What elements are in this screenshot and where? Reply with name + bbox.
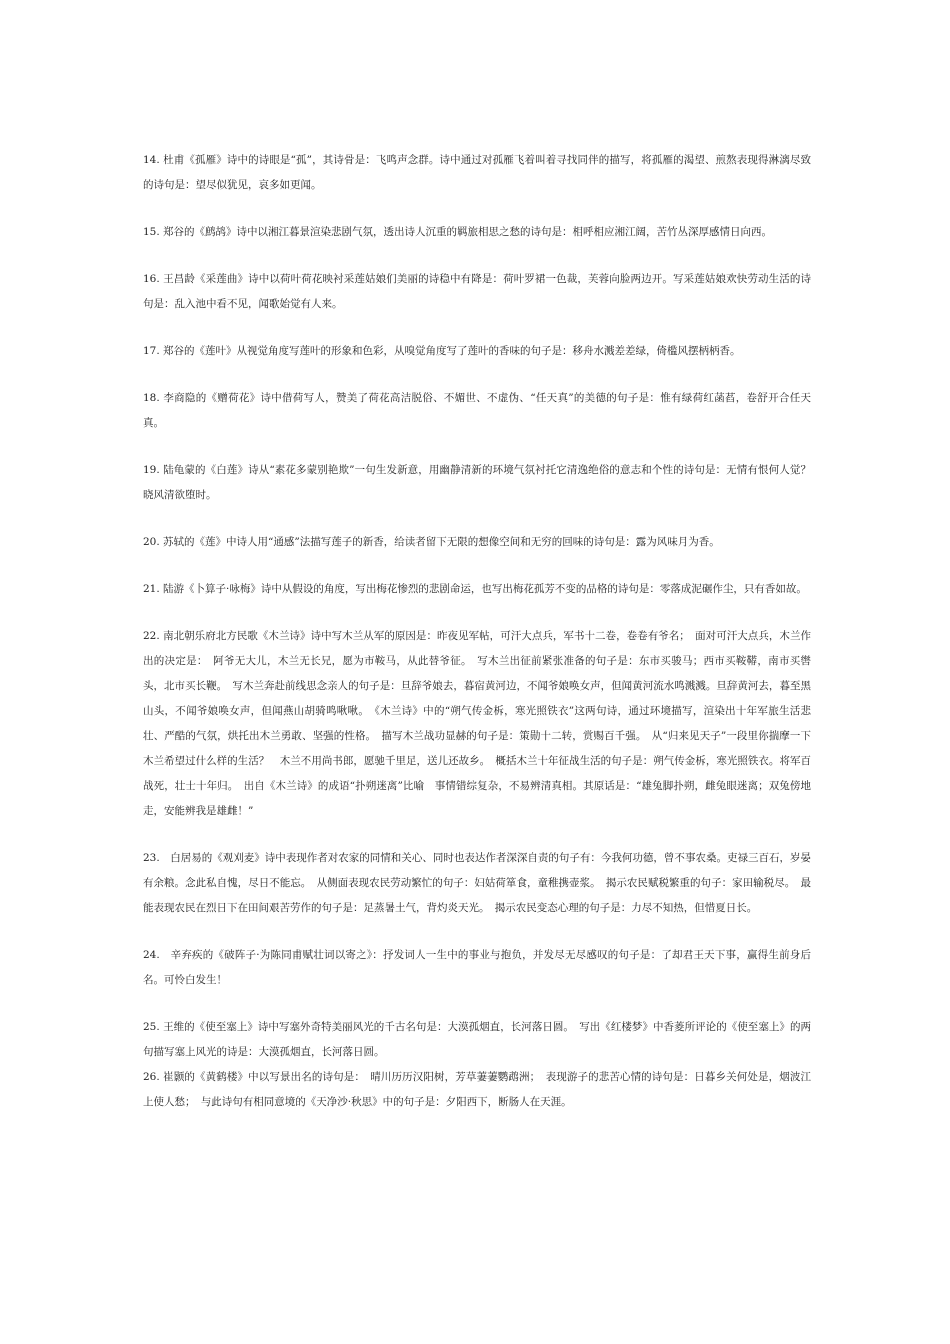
document-body [143, 148, 811, 1115]
paragraph-16: 16. 王昌龄《采莲曲》诗中以荷叶荷花映衬采莲姑娘们美丽的诗稳中有降是：荷叶罗裙一色裁，芙蓉向脸两边开。写采莲姑娘欢快劳动生活的诗句是：乱入池中看不见，闻歌始觉有人来。 [143, 273, 811, 310]
paragraph-14: 14. 杜甫《孤雁》诗中的诗眼是“孤”，其诗骨是：飞鸣声念群。诗中通过对孤雁飞着叫着寻找同伴的描写，将孤雁的渴望、煎熬表现得淋漓尽致的诗句是：望尽似犹见，哀多如更闻。 [143, 154, 811, 191]
paragraph-gap [143, 436, 811, 458]
paragraph-gap [143, 364, 811, 386]
paragraph-26: 26. 崔颢的《黄鹤楼》中以写景出名的诗句是： 晴川历历汉阳树，芳草萋萋鹦鹉洲； 表现游子的悲苦心情的诗句是：日暮乡关何处是，烟波江上使人愁； 与此诗句有相同意境的《天净沙·秋思》中的句子是：夕阳西下，断肠人在天涯。 [143, 1071, 811, 1108]
paragraph-25: 25. 王维的《使至塞上》诗中写塞外奇特美丽风光的千古名句是：大漠孤烟直，长河落日圆。 写出《红楼梦》中香菱所评论的《使至塞上》的两句描写塞上风光的诗是：大漠孤烟直，长河落日圆。 [143, 1021, 811, 1058]
paragraph-22: 22. 南北朝乐府北方民歌《木兰诗》诗中写木兰从军的原因是：昨夜见军帖，可汗大点兵，军书十二卷，卷卷有爷名； 面对可汗大点兵，木兰作出的决定是： 阿爷无大儿，木兰无长兄，愿为市鞍马，从此替爷征。 写木兰出征前紧张准备的句子是：东市买骏马；西市买鞍鞯，南市买辔头，北市买长鞭。 写木兰奔赴前线思念亲人的句子是：旦辞爷娘去，暮宿黄河边，不闻爷娘唤女声，但闻黄河流水鸣溅溅。旦辞黄河去，暮至黑山头，不闻爷娘唤女声，但闻燕山胡骑鸣啾啾。 《木兰诗》中的“朔气传金柝，寒光照铁衣”这两句诗，通过环境描写，渲染出十年军旅生活悲壮、严酷的气氛，烘托出木兰勇敢、坚强的性格。 描写木兰战功显赫的句子是：策勋十二转，赏赐百千强。 从“归来见天子”一段里你揣摩一下木兰希望过什么样的生活？ 木兰不用尚书郎，愿驰千里足，送儿还故乡。 概括木兰十年征战生活的句子是：朔气传金柝，寒光照铁衣。将军百战死，壮士十年归。 出自《木兰诗》的成语“扑朔迷离”比喻 事情错综复杂，不易辨清真相。其原话是：“雄兔脚扑朔，雌兔眼迷离；双兔傍地走，安能辨我是雄雌！” [143, 630, 811, 817]
paragraph-15: 15. 郑谷的《鹧鸪》诗中以湘江暮景渲染悲剧气氛，透出诗人沉重的羁旅相思之愁的诗句是：相呼相应湘江阔，苦竹丛深厚感情日向西。 [143, 226, 773, 238]
paragraph-gap [143, 993, 811, 1015]
paragraph-20: 20. 苏轼的《莲》中诗人用“通感”法描写莲子的新香，给读者留下无限的想像空间和无穷的回味的诗句是：露为风味月为香。 [143, 536, 720, 548]
paragraph-gap [143, 317, 811, 339]
paragraph-18: 18. 李商隐的《赠荷花》诗中借荷写人，赞美了荷花高洁脱俗、不媚世、不虚伪、“任天真”的美德的句子是：惟有绿荷红菡萏，卷舒开合任天真。 [143, 392, 811, 429]
paragraph-17: 17. 郑谷的《莲叶》从视觉角度写莲叶的形象和色彩，从嗅觉角度写了莲叶的香味的句子是：移舟水溅差差绿，倚槛风摆柄柄香。 [143, 345, 741, 357]
paragraph-19: 19. 陆龟蒙的《白莲》诗从“素花多蒙别艳欺”一句生发新意，用幽静清新的环境气氛衬托它清逸绝俗的意志和个性的诗句是：无情有恨何人觉？晓风清欲堕时。 [143, 464, 811, 501]
paragraph-21: 21. 陆游《卜算子·咏梅》诗中从假设的角度，写出梅花惨烈的悲剧命运，也写出梅花孤芳不变的品格的诗句是：零落成泥碾作尘，只有香如故。 [143, 583, 807, 595]
paragraph-gap [143, 198, 811, 220]
paragraph-gap [143, 555, 811, 577]
paragraph-gap [143, 245, 811, 267]
paragraph-gap [143, 508, 811, 530]
paragraph-gap [143, 824, 811, 846]
paragraph-gap [143, 921, 811, 943]
paragraph-24: 24. 辛弃疾的《破阵子·为陈同甫赋壮词以寄之》：抒发词人一生中的事业与抱负，并发尽无尽感叹的句子是：了却君王天下事，赢得生前身后名。可怜白发生！ [143, 949, 811, 986]
paragraph-gap [143, 602, 811, 624]
paragraph-23: 23. 白居易的《观刈麦》诗中表现作者对农家的同情和关心、同时也表达作者深深自责的句子有：今我何功德，曾不事农桑。吏禄三百石，岁晏有余粮。念此私自愧，尽日不能忘。 从侧面表现农民劳动繁忙的句子：妇姑荷箪食，童稚携壶浆。 揭示农民赋税繁重的句子：家田输税尽。 最能表现农民在烈日下在田间艰苦劳作的句子是：足蒸暑土气，背灼炎天光。 揭示农民变态心理的句子是：力尽不知热，但惜夏日长。 [143, 852, 811, 914]
